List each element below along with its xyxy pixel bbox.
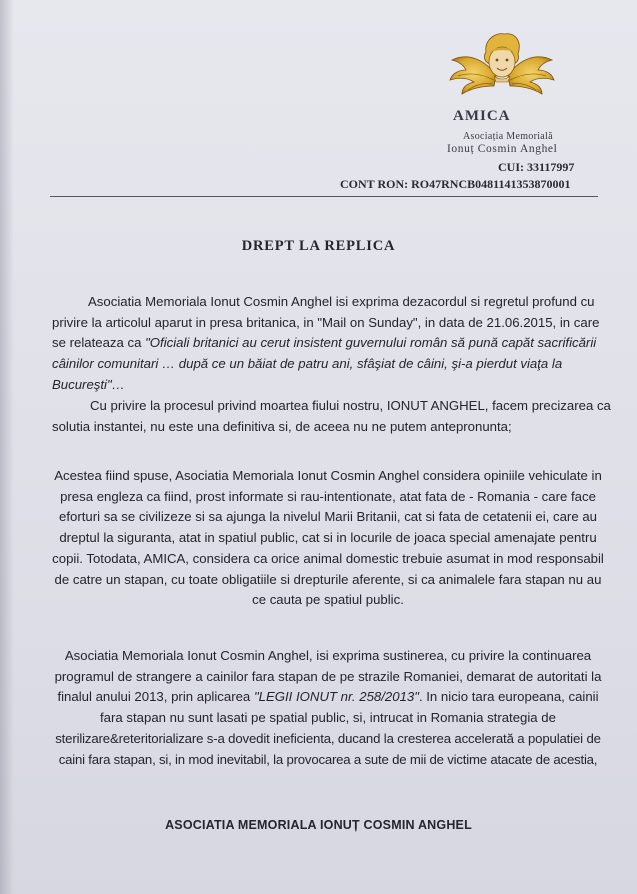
paragraph-line: sterilizare&reteritorializare s-a dovedit ineficienta, ducand la cresterea accelerată a populatiei de [55,730,601,746]
paragraph-line: se relateaza ca [52,335,146,351]
page-edge-shadow [0,0,14,894]
paragraph-1 [52,292,604,396]
paragraph-line: solutia instantei, nu este una definitiva si, de aceea nu ne putem antepronunta; [52,418,512,434]
brand-block [447,108,603,155]
cui-number: CUI: 33117997 [498,160,575,174]
quote-text: "Oficiali britanici au cerut insistent guvernului român să pună capăt sacrificării [145,335,597,351]
paragraph-line: Asociatia Memoriala Ionut Cosmin Anghel isi exprima dezacordul si regretul profund cu [88,294,595,309]
angel-logo-icon [446,30,558,110]
brand-subtitle-2: Ionuț Cosmin Anghel [447,143,558,155]
paragraph-line: copii. Totodata, AMICA, considera ca orice animal domestic trebuie asumat in mod responsabil [52,550,604,566]
paragraph-line: finalul anului 2013, prin aplicarea [57,689,254,705]
paragraph-line: Cu privire la procesul privind moartea fiului nostru, IONUT ANGHEL, facem precizarea ca [90,398,611,413]
paragraph-line: de catre un stapan, cu toate obligatiile si drepturile aferente, si ca animalele fara stapan nu au [54,571,602,587]
paragraph-line: dreptul la siguranta, atat in spatiul public, cat si in locurile de joaca special amenajate pentru [59,530,597,546]
paragraph-2 [52,396,611,437]
paragraph-3 [52,466,604,611]
paragraph-line: fara stapan nu sunt lasati pe spatial public, si, intrucat in Romania strategia de [100,710,556,726]
paragraph-line: Asociatia Memoriala Ionut Cosmin Anghel, isi exprima sustinerea, cu privire la continuarea [64,648,592,663]
quote-text: Bucureşti"… [52,376,125,392]
paragraph-line: presa engleza ca fiind, prost informate si rau-intentionate, atat fata de - Romania - care face [60,488,596,504]
paragraph-4 [52,646,604,770]
quote-text: câinilor comunitari … după ce un băiat de patru ani, sfâşiat de câini, şi-a pierdut viaţa la [52,356,563,372]
header-divider [50,196,598,197]
brand-subtitle-1: Asociația Memorială [463,131,553,142]
paragraph-line: Acestea fiind spuse, Asociatia Memoriala Ionut Cosmin Anghel considera opiniile vehiculate in [54,468,602,483]
paragraph-line: privire la articolul aparut in presa britanica, in "Mail on Sunday", in data de 21.06.2015, in care [52,314,600,330]
document-title: DREPT LA REPLICA [241,238,396,254]
paragraph-line: caini fara stapan, si, in mod inevitabil, la provocarea a sute de mii de victime atacate de acestia, [58,751,598,767]
brand-name: AMICA [453,108,511,124]
bank-account: CONT RON: RO47RNCB0481141353870001 [340,177,571,191]
signature: ASOCIATIA MEMORIALA IONUȚ COSMIN ANGHEL [165,818,472,832]
paragraph-line: ce cauta pe spatiul public. [252,592,404,608]
paragraph-line: programul de strangere a cainilor fara stapan de pe strazile Romaniei, demarat de autoritati la [54,668,602,684]
law-reference: "LEGII IONUT nr. 258/2013" [253,689,419,705]
paragraph-line: . In nicio tara europeana, cainii [418,689,599,705]
paragraph-line: eforturi sa se civilizeze si sa ajunga la nivelul Marii Britanii, cat si fata de cetatenii ei, care au [58,509,597,525]
